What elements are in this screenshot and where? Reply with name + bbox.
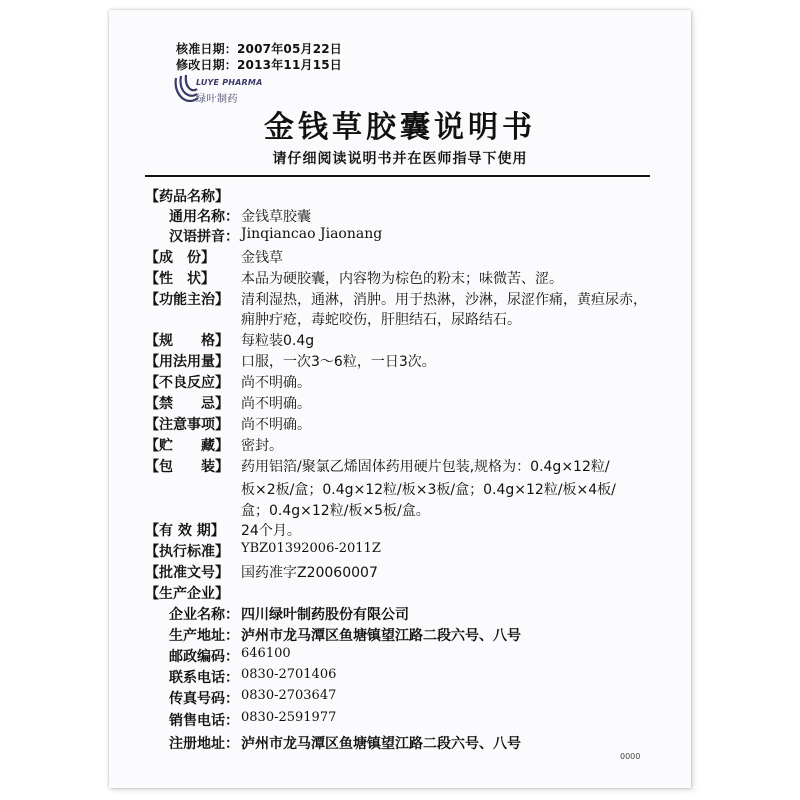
production-address-label: 生产地址： bbox=[169, 628, 239, 644]
title-divider bbox=[145, 175, 650, 177]
company-name-label: 企业名称： bbox=[169, 607, 239, 623]
postcode-value: 646100 bbox=[241, 646, 291, 661]
pinyin-label: 汉语拼音： bbox=[169, 229, 239, 245]
registered-address-label: 注册地址： bbox=[169, 736, 239, 752]
dosage-label: 【用法用量】 bbox=[145, 354, 229, 370]
phone-label: 联系电话： bbox=[169, 670, 239, 686]
fax-label: 传真号码： bbox=[169, 691, 239, 707]
indications-line-1: 清利湿热，通淋，消肿。用于热淋，沙淋，尿涩作痛，黄疸尿赤， bbox=[241, 292, 647, 308]
standard-label: 【执行标准】 bbox=[145, 544, 229, 560]
postcode-label: 邮政编码： bbox=[169, 649, 239, 665]
package-line-3: 盒；0.4g×12粒/板×5板/盒。 bbox=[241, 503, 430, 519]
generic-name-label: 通用名称： bbox=[169, 209, 239, 225]
specification-label: 【规 格】 bbox=[145, 333, 229, 349]
generic-name-value: 金钱草胶囊 bbox=[241, 209, 311, 225]
approval-date: 核准日期：2007年05月22日 bbox=[176, 42, 342, 56]
sales-phone-value: 0830-2591977 bbox=[241, 710, 337, 725]
fax-value: 0830-2703647 bbox=[241, 688, 337, 703]
adverse-value: 尚不明确。 bbox=[241, 375, 311, 391]
footer-code: 0000 bbox=[620, 752, 641, 761]
indications-line-2: 痈肿疔疮，毒蛇咬伤，肝胆结石，尿路结石。 bbox=[241, 312, 521, 328]
precautions-label: 【注意事项】 bbox=[145, 417, 229, 433]
package-line-2: 板×2板/盒；0.4g×12粒/板×3板/盒；0.4g×12粒/板×4板/ bbox=[241, 482, 616, 498]
approval-number-label: 【批准文号】 bbox=[145, 565, 229, 581]
validity-value: 24个月。 bbox=[241, 523, 301, 539]
drug-name-section: 【药品名称】 bbox=[145, 189, 229, 205]
description-value: 本品为硬胶囊，内容物为棕色的粉末；味微苦、涩。 bbox=[241, 271, 563, 287]
standard-value: YBZ01392006-2011Z bbox=[241, 541, 381, 556]
manufacturer-section: 【生产企业】 bbox=[145, 586, 229, 602]
precautions-value: 尚不明确。 bbox=[241, 417, 311, 433]
contraindications-value: 尚不明确。 bbox=[241, 396, 311, 412]
production-address-value: 泸州市龙马潭区鱼塘镇望江路二段六号、八号 bbox=[241, 628, 521, 644]
sales-phone-label: 销售电话： bbox=[169, 713, 239, 729]
specification-value: 每粒装0.4g bbox=[241, 333, 315, 349]
registered-address-value: 泸州市龙马潭区鱼塘镇望江路二段六号、八号 bbox=[241, 736, 521, 752]
description-label: 【性 状】 bbox=[145, 271, 215, 287]
ingredients-value: 金钱草 bbox=[241, 250, 283, 266]
storage-label: 【贮 藏】 bbox=[145, 438, 229, 454]
indications-label: 【功能主治】 bbox=[145, 292, 229, 308]
ingredients-label: 【成 份】 bbox=[145, 250, 215, 266]
document-subtitle: 请仔细阅读说明书并在医师指导下使用 bbox=[272, 151, 528, 167]
package-label: 【包 装】 bbox=[145, 459, 229, 475]
logo-chinese-text: 绿叶制药 bbox=[196, 94, 238, 105]
adverse-label: 【不良反应】 bbox=[145, 375, 229, 391]
pinyin-value: Jinqiancao Jiaonang bbox=[241, 226, 383, 242]
company-name-value: 四川绿叶制药股份有限公司 bbox=[241, 607, 409, 623]
document-title: 金钱草胶囊说明书 bbox=[264, 110, 536, 145]
revision-date: 修改日期：2013年11月15日 bbox=[176, 58, 342, 72]
storage-value: 密封。 bbox=[241, 438, 283, 454]
dosage-value: 口服，一次3～6粒，一日3次。 bbox=[241, 354, 436, 370]
validity-label: 【有 效 期】 bbox=[145, 523, 225, 539]
contraindications-label: 【禁 忌】 bbox=[145, 396, 229, 412]
logo-english-text: LUYE PHARMA bbox=[196, 78, 263, 87]
phone-value: 0830-2701406 bbox=[241, 667, 337, 682]
approval-number-value: 国药准字Z20060007 bbox=[241, 565, 378, 581]
package-line-1: 药用铝箔/聚氯乙烯固体药用硬片包装,规格为：0.4g×12粒/ bbox=[241, 459, 610, 475]
